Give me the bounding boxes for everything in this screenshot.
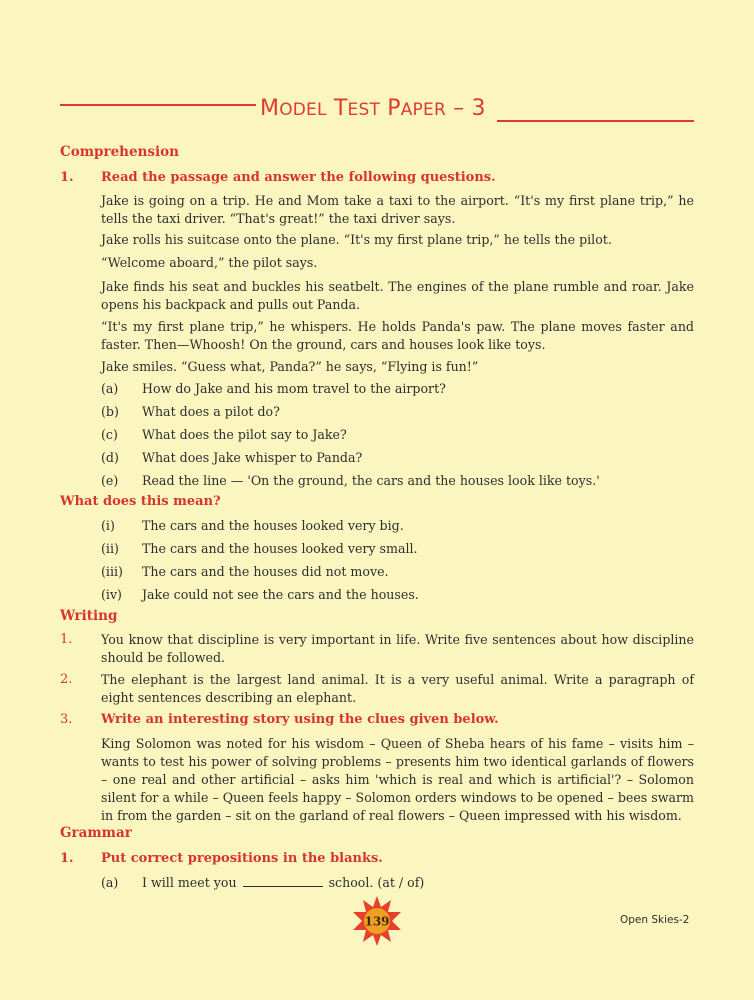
grammar-instruction: Put correct prepositions in the blanks. — [101, 851, 383, 866]
writing-story-heading: Write an interesting story using the clues given below. — [101, 712, 499, 727]
option-label: (iii) — [101, 564, 123, 579]
passage-paragraph: “Welcome aboard,” the pilot says. — [101, 255, 318, 270]
option-label: (i) — [101, 518, 115, 533]
book-title: Open Skies-2 — [620, 914, 690, 926]
answer-blank[interactable] — [243, 886, 323, 887]
passage-paragraph: Jake rolls his suitcase onto the plane. “It's my first plane trip,” he tells the pilot. — [101, 232, 612, 247]
option-text: Jake could not see the cars and the houses. — [142, 587, 419, 602]
title-rule-right — [497, 120, 694, 122]
section-writing: Writing — [60, 608, 118, 624]
question-text: How do Jake and his mom travel to the airport? — [142, 381, 446, 396]
comprehension-instruction: Read the passage and answer the following questions. — [101, 170, 496, 185]
question-label: (c) — [101, 427, 118, 442]
grammar-question-number: 1. — [60, 851, 74, 866]
writing-story-clues: King Solomon was noted for his wisdom – Queen of Sheba hears of his fame – visits him – wants to test his power of solving problems – presents him two identical garlands of flowers – one real and other artificial – asks him 'which is real and which is artificial'? – Solomon silent for a while – Queen feels happy – Solomon orders windows to be opened – bees swarm in from the garden – sit on the garland of real flowers – Queen impressed with his wisdom. — [101, 736, 694, 823]
question-text: What does Jake whisper to Panda? — [142, 450, 363, 465]
page-number: 139 — [364, 914, 390, 929]
question-label: (a) — [101, 381, 119, 396]
page-number-badge — [351, 895, 403, 947]
question-text: What does the pilot say to Jake? — [142, 427, 347, 442]
grammar-item-label: (a) — [101, 875, 119, 890]
grammar-item-text: I will meet you school. (at / of) — [142, 875, 425, 890]
option-label: (iv) — [101, 587, 122, 602]
page-title: MODEL TEST PAPER – 3 — [260, 96, 486, 121]
writing-item-number: 1. — [60, 632, 73, 647]
passage-paragraph: Jake smiles. “Guess what, Panda?” he says, “Flying is fun!” — [101, 359, 479, 374]
option-text: The cars and the houses looked very big. — [142, 518, 404, 533]
writing-item-number: 2. — [60, 672, 73, 687]
section-grammar: Grammar — [60, 825, 132, 841]
question-label: (e) — [101, 473, 119, 488]
question-number: 1. — [60, 170, 74, 185]
title-row — [60, 96, 694, 126]
passage-paragraph: “It's my first plane trip,” he whispers. He holds Panda's paw. The plane moves faster and faster. Then—Whoosh! On the ground, cars and houses look like toys. — [101, 319, 694, 352]
option-text: The cars and the houses did not move. — [142, 564, 389, 579]
question-label: (b) — [101, 404, 119, 419]
passage-paragraph: Jake finds his seat and buckles his seatbelt. The engines of the plane rumble and roar. Jake opens his backpack and pulls out Panda. — [101, 279, 694, 312]
option-label: (ii) — [101, 541, 119, 556]
question-label: (d) — [101, 450, 119, 465]
sub-heading-meaning: What does this mean? — [60, 494, 221, 509]
question-text: What does a pilot do? — [142, 404, 280, 419]
option-text: The cars and the houses looked very small. — [142, 541, 418, 556]
title-rule-left — [60, 104, 256, 106]
passage-paragraph: Jake is going on a trip. He and Mom take a taxi to the airport. “It's my first plane trip,” he tells the taxi driver. “That's great!” the taxi driver says. — [101, 193, 694, 226]
writing-item-text: You know that discipline is very important in life. Write five sentences about how discipline should be followed. — [101, 632, 694, 665]
writing-item-number: 3. — [60, 712, 73, 727]
writing-item-text: The elephant is the largest land animal. It is a very useful animal. Write a paragraph of eight sentences describing an elephant. — [101, 672, 694, 705]
section-comprehension: Comprehension — [60, 144, 179, 160]
question-text: Read the line — 'On the ground, the cars and the houses look like toys.' — [142, 473, 600, 488]
